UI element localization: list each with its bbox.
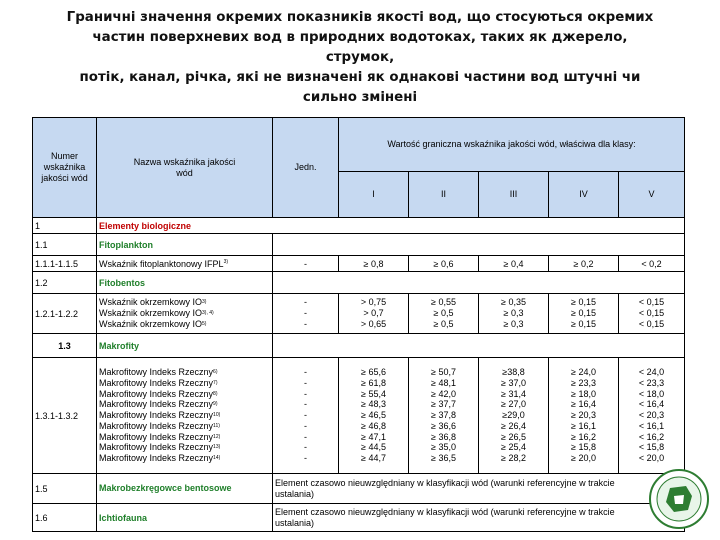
row-num: 1.2.1-1.2.2 <box>33 294 97 334</box>
header-class-v: V <box>619 172 685 218</box>
row-num: 1.1.1-1.1.5 <box>33 256 97 272</box>
row-num: 1.3.1-1.3.2 <box>33 358 97 474</box>
table-row: 1.3.1-1.3.2 Makrofitowy Indeks Rzeczny$^{6)}$ Makrofitowy Indeks Rzeczny$^{7)}$ Makrofitowy Indeks Rzeczny$^{8)}$ Makrofitowy Indeks Rzeczny$^{9)}$ Makrofitowy Indeks Rzeczny$^{10)}$ Makrofitowy Indeks Rzeczny$^{11)}$ Makrofitowy Indeks Rzeczny$^{12)}$ Makrofitowy Indeks Rzeczny$^{13)}$ Makrofitowy Indeks Rzeczny$^{14)}$ - - - - - - - - - ≥ 65,6 ≥ 61,8 ≥ 55,4 ≥ 48,3 ≥ 46,5 ≥ 46,8 ≥ 47,1 ≥ 44,5 ≥ 44,7 ≥ 50,7 ≥ 48,1 ≥ 42,0 ≥ 37,7 ≥ 37,8 ≥ 36,6 ≥ 36,8 ≥ 35,0 ≥ 36,5 ≥38,8 ≥ 37,0 ≥ 31,4 ≥ 27,0 ≥29,0 ≥ 26,4 ≥ 26,5 ≥ 25,4 ≥ 28,2 ≥ 24,0 ≥ 23,3 ≥ 18,0 ≥ 16,4 ≥ 20,3 ≥ 16,1 ≥ 16,2 ≥ 15,8 ≥ 20,0 < 24,0 < 23,3 < 18,0 < 16,4 < 20,3 < 16,1 < 16,2 < 15,8 < 20,0 <box>33 358 685 474</box>
row-name: Makrofity <box>97 334 273 358</box>
row-name: Makrobezkręgowce bentosowe <box>97 474 273 504</box>
row-note: Element czasowo nieuwzględniany w klasyfikacji wód (warunki referencyjne w trakcie ustalania) <box>273 504 685 532</box>
row-val: ≥ 0,6 <box>409 256 479 272</box>
page-title <box>0 8 720 108</box>
row-name: Ichtiofauna <box>97 504 273 532</box>
row-name: Wskaźnik fitoplanktonowy IFPL$^{3)}$ <box>97 256 273 272</box>
title-line: потік, канал, річка, які не визначені як однакові частини вод штучні чи <box>79 70 641 85</box>
table-row <box>33 234 685 256</box>
row-val: ≥ 0,4 <box>479 256 549 272</box>
row-names: Makrofitowy Indeks Rzeczny$^{6)}$ Makrofitowy Indeks Rzeczny$^{7)}$ Makrofitowy Indeks Rzeczny$^{8)}$ Makrofitowy Indeks Rzeczny$^{9)}$ Makrofitowy Indeks Rzeczny$^{10)}$ Makrofitowy Indeks Rzeczny$^{11)}$ Makrofitowy Indeks Rzeczny$^{12)}$ Makrofitowy Indeks Rzeczny$^{13)}$ Makrofitowy Indeks Rzeczny$^{14)}$ <box>97 358 273 474</box>
row-unit: - <box>273 256 339 272</box>
header-class-iv: IV <box>549 172 619 218</box>
row-names: Wskaźnik okrzemkowy IO$^{3)}$ Wskaźnik okrzemkowy $IO^{3), 4)}$ Wskaźnik okrzemkowy IO$^{5)}$ <box>97 294 273 334</box>
row-val: < 0,2 <box>619 256 685 272</box>
title-line: сильно змінені <box>302 90 418 105</box>
row-num: 1.2 <box>33 272 97 294</box>
header-name: Nazwa wskaźnika jakości wód <box>97 118 273 218</box>
header-class-ii: II <box>409 172 479 218</box>
row-num: 1.3 <box>33 334 97 358</box>
row-val: ≥ 0,8 <box>339 256 409 272</box>
row-num: 1.1 <box>33 234 97 256</box>
row-note: Element czasowo nieuwzględniany w klasyfikacji wód (warunki referencyjne w trakcie ustalania) <box>273 474 685 504</box>
table-row <box>33 504 685 532</box>
table-row <box>33 256 685 272</box>
row-val: ≥ 0,2 <box>549 256 619 272</box>
row-name: Elementy biologiczne <box>97 218 685 234</box>
seal-logo-icon <box>648 468 710 530</box>
title-line: Граничні значення окремих показників якості вод, що стосуються окремих <box>66 10 654 25</box>
table-row <box>33 272 685 294</box>
table-row <box>33 218 685 234</box>
table-row: 1.2.1-1.2.2 Wskaźnik okrzemkowy IO$^{3)}$ Wskaźnik okrzemkowy $IO^{3), 4)}$ Wskaźnik okrzemkowy IO$^{5)}$ - - - > 0,75 > 0,7 > 0,65 ≥ 0,55 ≥ 0,5 ≥ 0,5 ≥ 0,35 ≥ 0,3 ≥ 0,3 ≥ 0,15 ≥ 0,15 ≥ 0,15 < 0,15 < 0,15 < 0,15 <box>33 294 685 334</box>
limits-table <box>32 117 685 532</box>
header-class-iii: III <box>479 172 549 218</box>
row-name: Fitobentos <box>97 272 273 294</box>
row-num: 1 <box>33 218 97 234</box>
row-num: 1.5 <box>33 474 97 504</box>
header-class-group: Wartość graniczna wskaźnika jakości wód, właściwa dla klasy: <box>339 118 685 172</box>
title-line: частин поверхневих вод в природних водотоках, таких як джерело, <box>92 30 628 45</box>
title-line: струмок, <box>325 50 395 65</box>
row-name: Fitoplankton <box>97 234 273 256</box>
header-unit: Jedn. <box>273 118 339 218</box>
table-row <box>33 474 685 504</box>
table-row <box>33 334 685 358</box>
row-num: 1.6 <box>33 504 97 532</box>
header-num: Numer wskaźnika jakości wód <box>33 118 97 218</box>
header-class-i: I <box>339 172 409 218</box>
